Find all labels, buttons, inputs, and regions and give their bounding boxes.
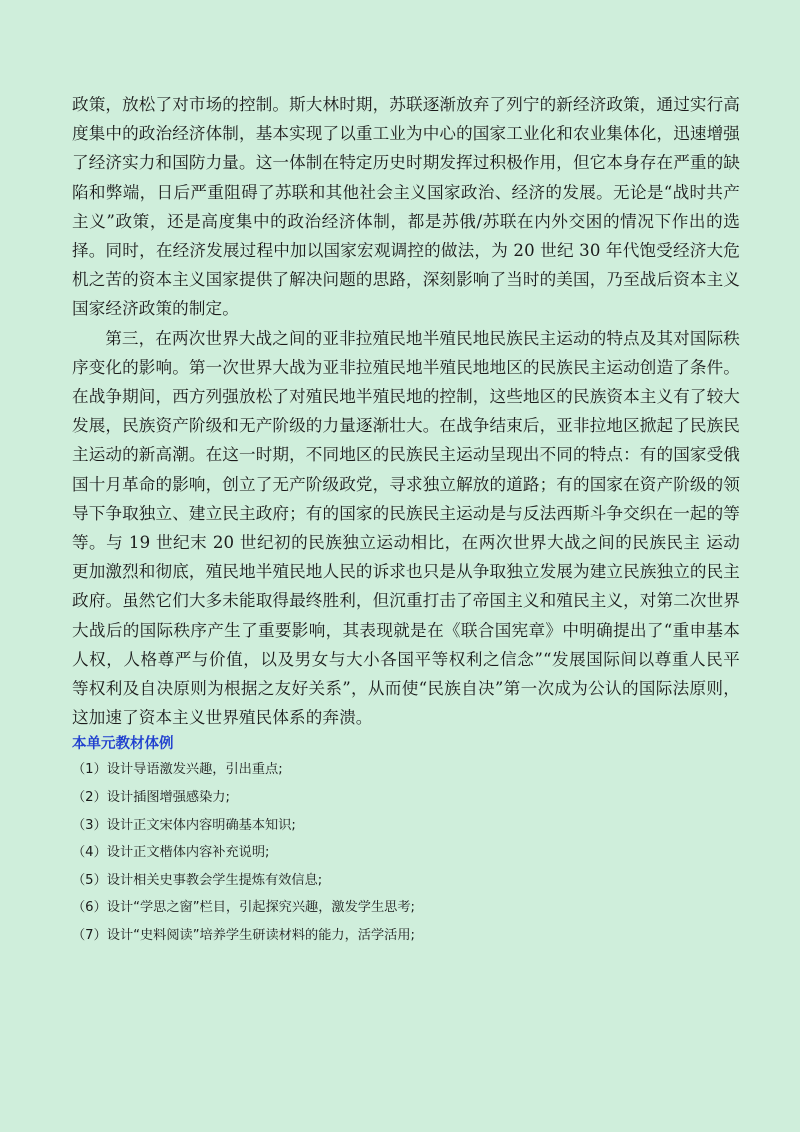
list-item: （5）设计相关史事教会学生提炼有效信息;	[72, 872, 323, 888]
list-item: （1）设计导语激发兴趣，引出重点;	[72, 762, 283, 778]
section-heading: 本单元教材体例	[72, 736, 174, 753]
textbook-format-list	[72, 756, 740, 949]
list-item: （3）设计正文宋体内容明确基本知识;	[72, 817, 296, 833]
list-item: （2）设计插图增强感染力;	[72, 790, 230, 806]
body-paragraph: 政策，放松了对市场的控制。斯大林时期，苏联逐渐放弃了列宁的新经济政策，通过实行高度集中的政治经济体制，基本实现了以重工业为中心的国家工业化和农业集体化，迅速增强了经济实力和国防力量。这一体制在特定历史时期发挥过积极作用，但它本身存在严重的缺陷和弊端，日后严重阻碍了苏联和其他社会主义国家政治、经济的发展。无论是“战时共产主义”政策，还是高度集中的政治经济体制，都是苏俄/苏联在内外交困的情况下作出的选择。同时，在经济发展过程中加以国家宏观调控的做法，为 20 世纪 30 年代饱受经济大危机之苦的资本主义国家提供了解决问题的思路，深刻影响了当时的美国，乃至战后资本主义国家经济政策的制定。	[72, 95, 740, 319]
list-item: （4）设计正文楷体内容补充说明;	[72, 845, 270, 861]
document-page	[72, 90, 740, 950]
list-item: （7）设计“史料阅读”培养学生研读材料的能力，活学活用;	[72, 928, 415, 944]
list-item: （6）设计“学思之窗”栏目，引起探究兴趣，激发学生思考;	[72, 900, 415, 916]
body-paragraph: 第三，在两次世界大战之间的亚非拉殖民地半殖民地民族民主运动的特点及其对国际秩序变化的影响。第一次世界大战为亚非拉殖民地半殖民地地区的民族民主运动创造了条件。在战争期间，西方列强放松了对殖民地半殖民地的控制，这些地区的民族资本主义有了较大发展，民族资产阶级和无产阶级的力量逐渐壮大。在战争结束后，亚非拉地区掀起了民族民主运动的新高潮。在这一时期，不同地区的民族民主运动呈现出不同的特点：有的国家受俄国十月革命的影响，创立了无产阶级政党，寻求独立解放的道路；有的国家在资产阶级的领导下争取独立、建立民主政府；有的国家的民族民主运动是与反法西斯斗争交织在一起的等等。与 19 世纪末 20 世纪初的民族独立运动相比，在两次世界大战之间的民族民主 运动更加激烈和彻底，殖民地半殖民地人民的诉求也只是从争取独立发展为建立民族独立的民主政府。虽然它们大多未能取得最终胜利，但沉重打击了帝国主义和殖民主义，对第二次世界大战后的国际秩序产生了重要影响，其表现就是在《联合国宪章》中明确提出了“重申基本人权，人格尊严与价值，以及男女与大小各国平等权利之信念”“发展国际间以尊重人民平等权利及自决原则为根据之友好关系”，从而使“民族自决”第一次成为公认的国际法原则，这加速了资本主义世界殖民体系的奔溃。	[72, 328, 740, 728]
